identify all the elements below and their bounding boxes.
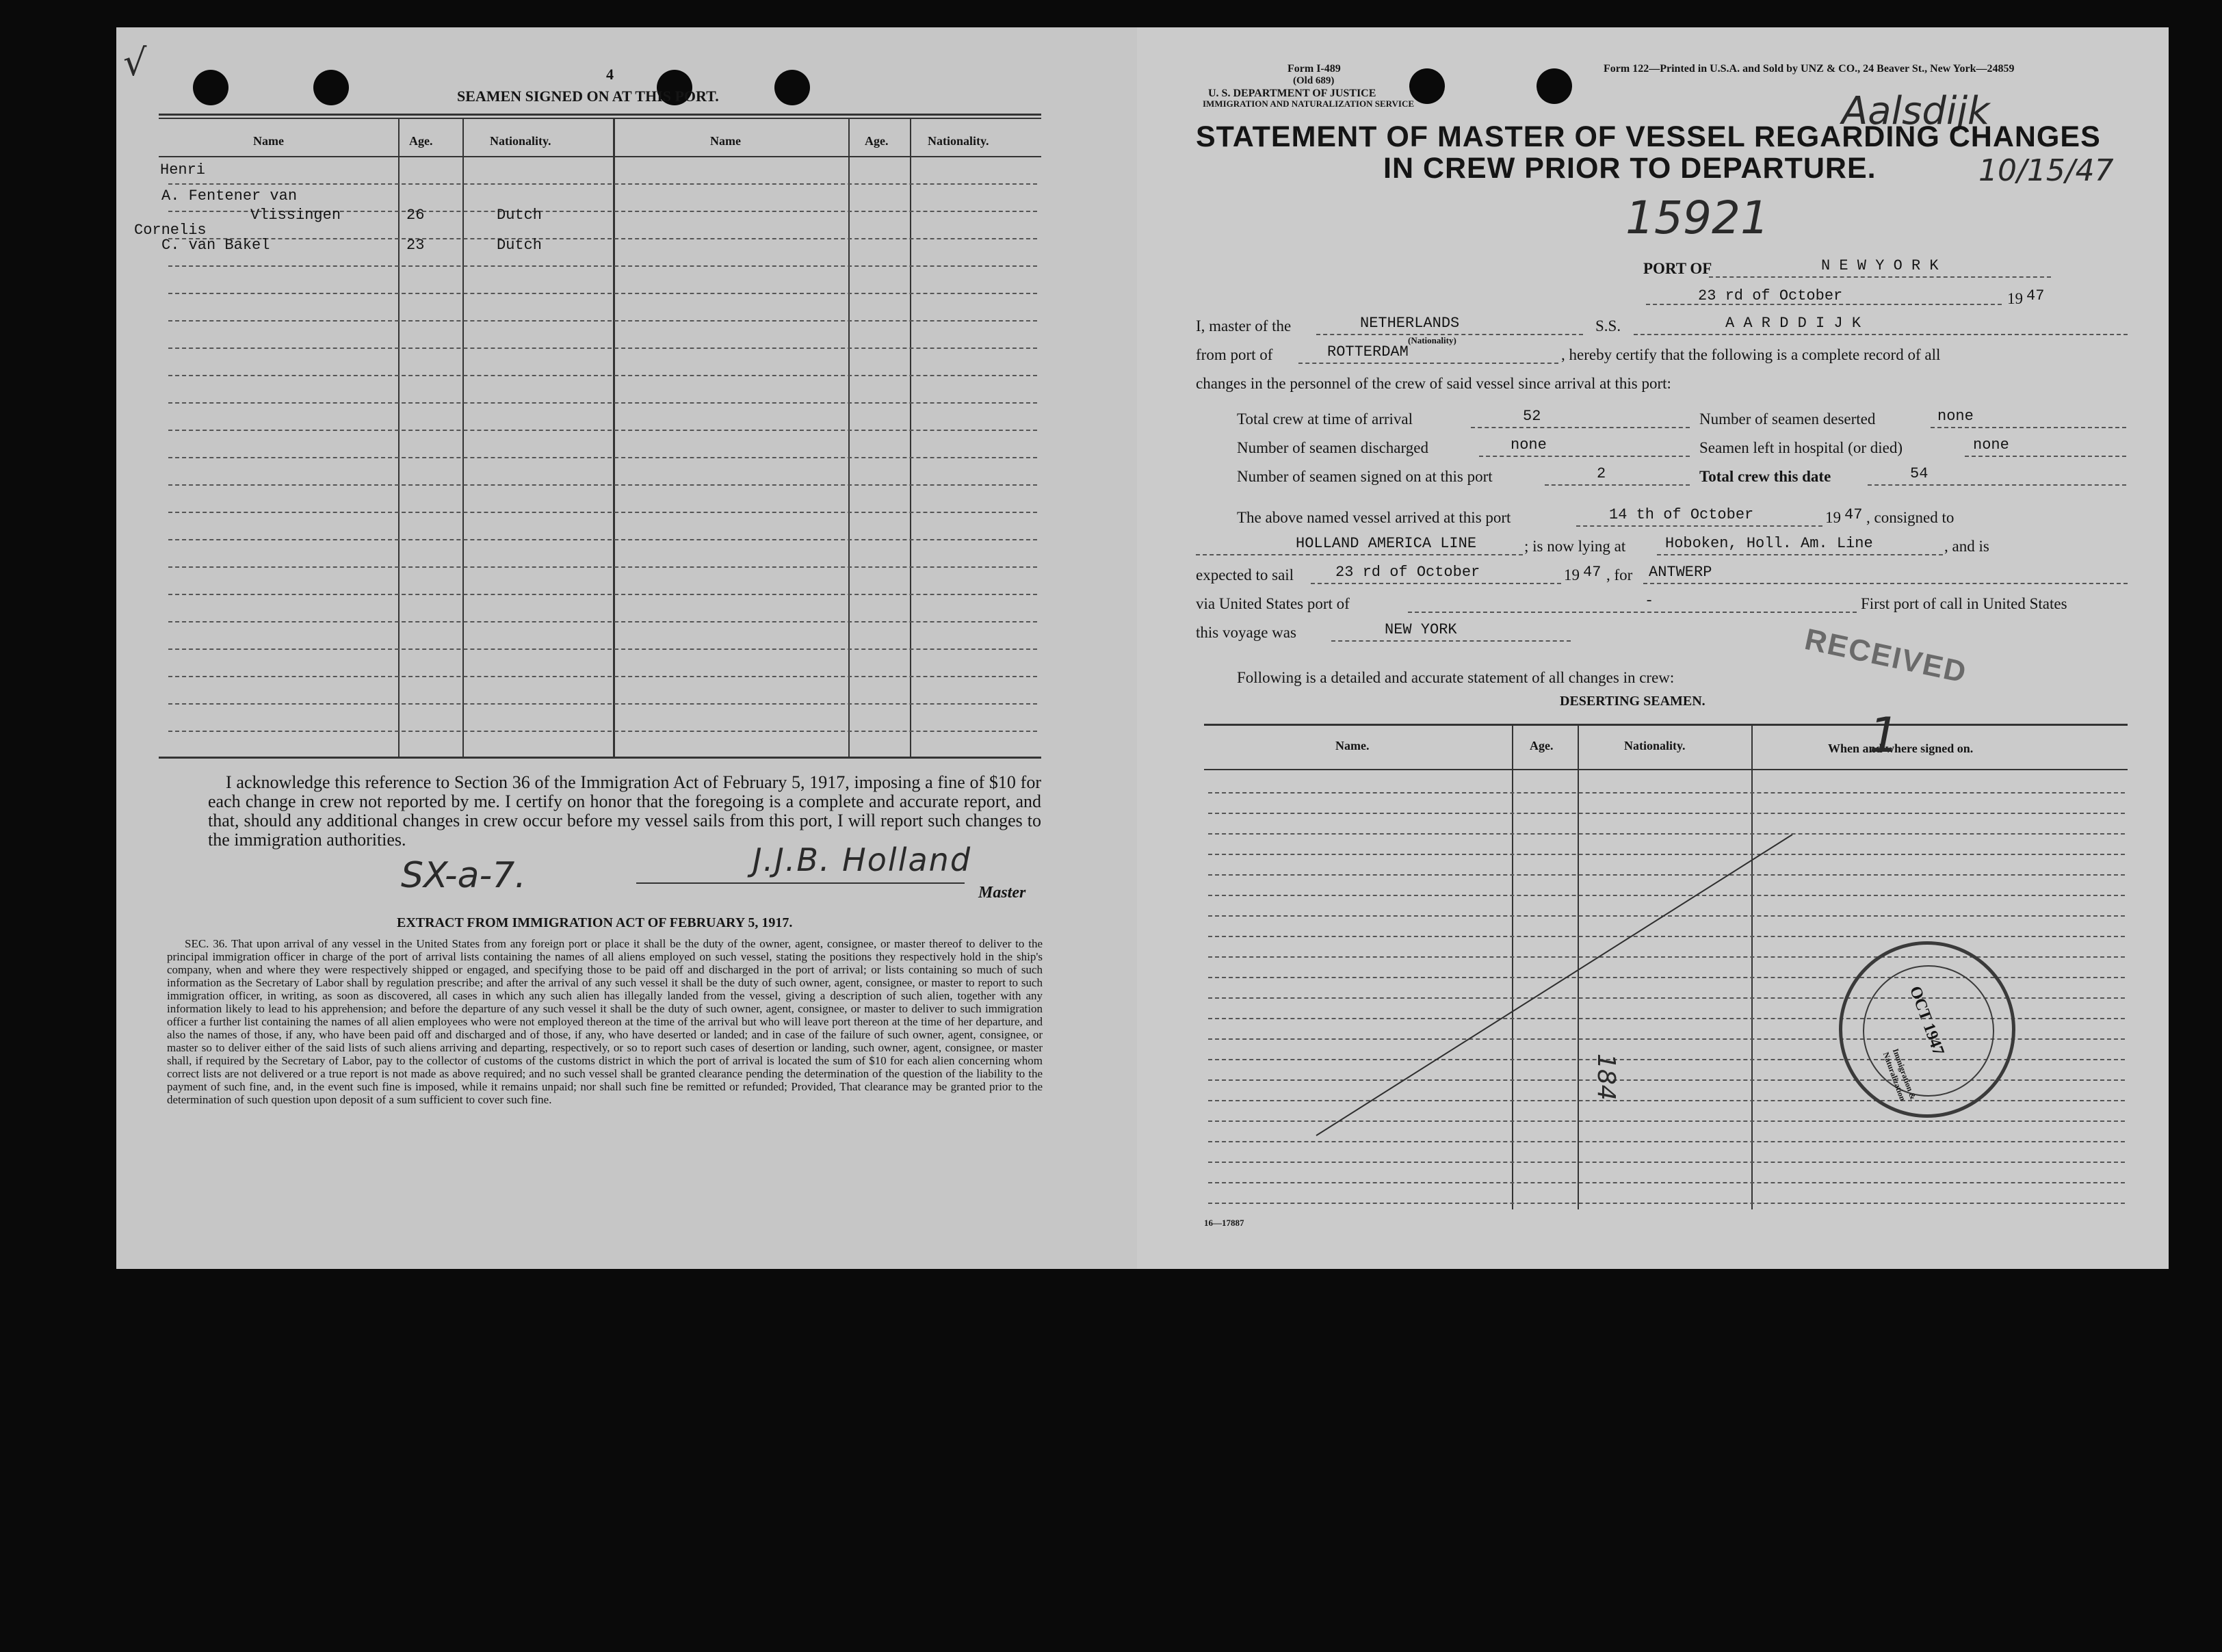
section-title: SEAMEN SIGNED ON AT THIS PORT. <box>457 88 719 105</box>
deserted-label: Number of seamen deserted <box>1699 410 1876 428</box>
printer-line: Form 122—Printed in U.S.A. and Sold by UNZ & CO., 24 Beaver St., New York—24859 <box>1604 63 2015 75</box>
table-row-line <box>168 594 1037 595</box>
date-stamp <box>1839 941 2015 1118</box>
seaman-given-name: Henri <box>160 161 206 179</box>
seaman-name: C. van Bakel <box>161 237 270 254</box>
and-is-label: , and is <box>1944 538 1989 555</box>
date-stamp-text: OCT 1947 <box>1905 984 1948 1058</box>
seaman-name: Vlissingen <box>250 207 341 224</box>
received-stamp: RECEIVED <box>1801 622 1970 690</box>
consignee-value: HOLLAND AMERICA LINE <box>1296 535 1477 552</box>
seaman-name: A. Fentener van <box>161 187 298 205</box>
year-value: 47 <box>2026 287 2045 304</box>
master-label: Master <box>978 884 1026 902</box>
handwritten-file-number: 15921 <box>1625 192 1769 244</box>
punch-hole <box>313 70 349 105</box>
table-row-line <box>168 731 1037 732</box>
total-arrival-value: 52 <box>1523 408 1541 425</box>
col-header-age: Age. <box>865 134 889 148</box>
certify-text-line2: changes in the personnel of the crew of said vessel since arrival at this port: <box>1196 375 1671 392</box>
col-header-when-where: When and where signed on. <box>1828 742 1974 755</box>
col-header-age: Age. <box>409 134 433 148</box>
punch-hole <box>193 70 228 105</box>
table-row-line <box>168 430 1037 431</box>
hospital-value: none <box>1973 436 2009 454</box>
table-header-rule <box>159 156 1041 157</box>
table-row-line <box>168 348 1037 349</box>
table-row-line <box>168 648 1037 650</box>
signed-on-value: 2 <box>1597 465 1606 482</box>
col-header-name: Name <box>253 134 284 148</box>
arrived-year-value: 47 <box>1844 506 1863 523</box>
form-title-line2: IN CREW PRIOR TO DEPARTURE. <box>1383 152 1877 185</box>
table-row-line <box>168 293 1037 294</box>
lying-label: ; is now lying at <box>1524 538 1626 555</box>
col-header-age: Age. <box>1530 739 1554 752</box>
destination-value: ANTWERP <box>1649 564 1712 581</box>
table-row-line <box>168 457 1037 458</box>
column-divider <box>462 118 464 757</box>
total-date-value: 54 <box>1910 465 1929 482</box>
handwritten-mark: SX-a-7. <box>401 855 526 896</box>
from-port-value: ROTTERDAM <box>1327 343 1409 360</box>
table-row-line <box>168 703 1037 705</box>
service-name: IMMIGRATION AND NATURALIZATION SERVICE <box>1203 99 1415 109</box>
table-row-line <box>168 183 1037 185</box>
consigned-label: , consigned to <box>1866 509 1955 526</box>
table-row-line <box>168 402 1037 404</box>
column-divider <box>398 118 400 757</box>
arrived-label: The above named vessel arrived at this port <box>1237 509 1511 526</box>
handwritten-date: 10/15/47 <box>1978 153 2114 188</box>
handwritten-ship-name: Aalsdijk <box>1842 89 1990 133</box>
seaman-nationality: Dutch <box>497 237 543 254</box>
table-top-rule <box>159 118 1041 119</box>
form-title-line1: STATEMENT OF MASTER OF VESSEL REGARDING CHANGES <box>1196 120 2101 153</box>
from-port-label: from port of <box>1196 346 1273 363</box>
table-bottom-rule <box>159 757 1041 759</box>
deserting-title: DESERTING SEAMEN. <box>1560 694 1705 709</box>
expected-label: expected to sail <box>1196 566 1294 584</box>
handwritten-page-number: 184 <box>1592 1053 1620 1101</box>
ship-name-value: A A R D D I J K <box>1725 315 1861 332</box>
discharged-value: none <box>1511 436 1547 454</box>
page-number: 4 <box>606 66 614 83</box>
left-page <box>116 27 1137 1269</box>
table-row-line <box>168 676 1037 677</box>
expected-year-value: 47 <box>1583 564 1602 581</box>
cancellation-line <box>1137 27 2169 1269</box>
total-date-label: Total crew this date <box>1699 468 1831 485</box>
form-old-number: (Old 689) <box>1293 75 1335 86</box>
expected-value: 23 rd of October <box>1335 564 1480 581</box>
table-row-line <box>168 512 1037 513</box>
ss-label: S.S. <box>1595 317 1621 335</box>
date-value: 23 rd of October <box>1698 287 1843 304</box>
signature-line <box>636 882 965 884</box>
col-header-name: Name <box>710 134 741 148</box>
date-stamp-subtext: Immigration & Naturalization <box>1881 1047 1918 1103</box>
table-row-line <box>168 566 1037 568</box>
acknowledgment-text: I acknowledge this reference to Section 36 of the Immigration Act of February 5, 1917, imposing a fine of $10 for each change in crew not reported by me. I certify on honor that the foregoing is a complete and accurate report, and that, should any additional changes in crew occur before my vessel sails from this port, I will report such changes to the immigration authorities. <box>208 772 1041 850</box>
seaman-given-name: Cornelis <box>134 222 207 239</box>
form-number: Form I-489 <box>1288 63 1341 75</box>
department-name: U. S. DEPARTMENT OF JUSTICE <box>1208 88 1376 99</box>
nationality-caption: (Nationality) <box>1408 335 1456 345</box>
voyage-value: NEW YORK <box>1385 621 1457 638</box>
diagonal-strike-line <box>1316 835 1792 1136</box>
table-row-line <box>168 484 1037 486</box>
master-of-label: I, master of the <box>1196 317 1292 335</box>
col-header-name: Name. <box>1335 739 1370 752</box>
first-port-label: First port of call in United States <box>1861 595 2067 612</box>
table-top-rule <box>159 114 1041 116</box>
following-text: Following is a detailed and accurate statement of all changes in crew: <box>1237 669 1675 686</box>
col-header-nationality: Nationality. <box>490 134 551 148</box>
extract-title: EXTRACT FROM IMMIGRATION ACT OF FEBRUARY 5, 1917. <box>397 915 793 930</box>
table-row-line <box>168 238 1037 239</box>
total-arrival-label: Total crew at time of arrival <box>1237 410 1413 428</box>
for-label: , for <box>1606 566 1633 584</box>
table-row-line <box>168 621 1037 622</box>
expected-year-prefix: 19 <box>1564 566 1580 584</box>
col-header-nationality: Nationality. <box>928 134 989 148</box>
table-row-line <box>168 375 1037 376</box>
extract-text: SEC. 36. That upon arrival of any vessel in the United States from any foreign port or place it shall be the duty of the owner, agent, consignee, or master thereof to deliver to the principal immigration officer in charge of the port of arrival lists containing the names of all aliens employed on such vessel, stating the positions they respectively hold in the ship's company, when and where they were respectively shipped or engaged, and specifying those to be paid off and discharged in the port of arrival; or lists containing so much of such information as the Secretary of Labor shall by regulation prescribe; and after the arrival of any such vessel it shall be the duty of such owner, agent, consignee, or master to report to such immigration officer, in writing, as soon as discovered, all cases in which any such alien has illegally landed from the vessel, giving a description of such alien, together with any information likely to lead to his apprehension; and before the departure of any such vessel it shall be the duty of such owner, agent, consignee, or master to deliver to such immigration officer a further list containing the names of all alien employees who were not employed thereon at the time of the arrival but who will leave port thereon at the time of her departure, and also the names of those, if any, who have been paid off and discharged and of those, if any, who have deserted or landed; and in case of the failure of such owner, agent, consignee, or master so to deliver either of the said lists of such aliens arriving and departing, respectively, or so to report such cases of desertion or landing, such owner, agent, consignee, or master shall, if required by the Secretary of Labor, pay to the collector of customs of the customs district in which the port of arrival is located the sum of $10 for each alien concerning whom correct lists are not delivered or a true report is not made as above required; and no such vessel shall be granted clearance pending the determination of the question of the liability to the payment of such fine, and, in the event such fine is imposed, while it remains unpaid; nor shall such fine be remitted or refunded; Provided, That clearance may be granted prior to the determination of such question upon deposit of a sum sufficient to cover such fine. <box>167 937 1043 1106</box>
seaman-age: 26 <box>406 207 425 224</box>
port-of-label: PORT OF <box>1643 260 1712 277</box>
voyage-label: this voyage was <box>1196 624 1296 641</box>
arrived-value: 14 th of October <box>1609 506 1754 523</box>
table-row-line <box>168 320 1037 322</box>
deserted-value: none <box>1937 408 1974 425</box>
column-divider <box>848 118 850 757</box>
lying-value: Hoboken, Holl. Am. Line <box>1665 535 1873 552</box>
col-header-nationality: Nationality. <box>1624 739 1686 752</box>
punch-hole <box>774 70 810 105</box>
column-divider <box>613 118 615 757</box>
table-row-line <box>168 265 1037 267</box>
column-divider <box>910 118 911 757</box>
hospital-label: Seamen left in hospital (or died) <box>1699 439 1903 456</box>
right-page <box>1137 27 2169 1269</box>
nationality-value: NETHERLANDS <box>1360 315 1460 332</box>
arrived-year-prefix: 19 <box>1825 509 1841 526</box>
seaman-age: 23 <box>406 237 425 254</box>
port-of-value: N E W Y O R K <box>1821 257 1939 274</box>
table-row-line <box>168 539 1037 540</box>
master-signature: J.J.B. Holland <box>753 841 972 878</box>
discharged-label: Number of seamen discharged <box>1237 439 1428 456</box>
via-value: - <box>1645 592 1654 609</box>
via-label: via United States port of <box>1196 595 1350 612</box>
corner-check-mark: √ <box>123 41 147 84</box>
seaman-nationality: Dutch <box>497 207 543 224</box>
year-prefix: 19 <box>2007 290 2023 307</box>
signed-on-label: Number of seamen signed on at this port <box>1237 468 1493 485</box>
form-footer-code: 16—17887 <box>1204 1218 1244 1228</box>
certify-text: , hereby certify that the following is a complete record of all <box>1561 346 1941 363</box>
handwritten-count: 1 <box>1869 707 1900 763</box>
